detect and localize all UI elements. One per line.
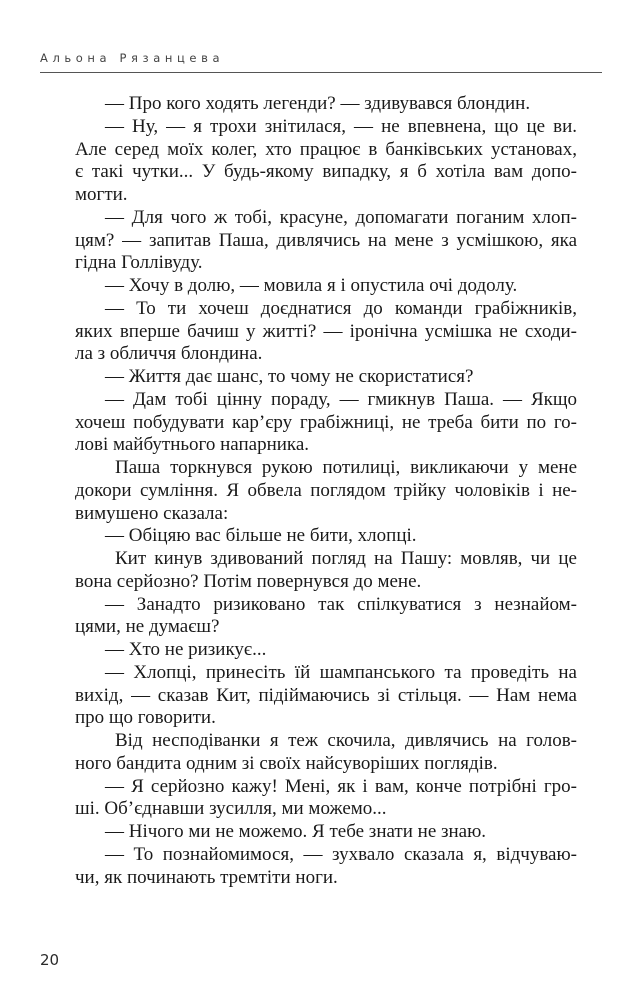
text-line: цям? — запитав Паша, дивлячись на мене з усмішкою, яка xyxy=(75,229,577,251)
text-line: вимушено сказала: xyxy=(75,502,229,524)
text-line: хочеш побудувати кар’єру грабіжниці, не треба бити по го- xyxy=(75,411,577,433)
text-line: — Хто не ризикує... xyxy=(105,639,267,660)
text-line: гідна Голлівуду. xyxy=(75,252,203,274)
text-line: — То познайомимося, — зухвало сказала я, відчуваю- xyxy=(105,843,577,865)
text-line: — Хочу в долю, — мовила я і опустила очі додолу. xyxy=(105,275,518,296)
text-line: Паша торкнувся рукою потилиці, викликаючи у мене xyxy=(115,457,577,478)
text-line: могти. xyxy=(75,184,128,205)
text-line: — Дам тобі цінну пораду, — гмикнув Паша. — Якщо xyxy=(105,388,577,410)
text-line: Кит кинув здивований погляд на Пашу: мовляв, чи це xyxy=(115,548,577,569)
text-line: цями, не думаєш? xyxy=(75,616,220,638)
text-line: лові майбутнього напарника. xyxy=(75,434,310,456)
text-line: — Я серйозно кажу! Мені, як і вам, конче потрібні гро- xyxy=(105,775,577,797)
text-line: Але серед моїх колег, хто працює в банківських установах, xyxy=(75,138,577,160)
body-text xyxy=(75,93,577,889)
header-rule xyxy=(40,72,602,73)
text-line: — Життя дає шанс, то чому не скористатися? xyxy=(105,366,474,387)
text-line: чи, як починають тремтіти ноги. xyxy=(75,866,338,888)
page-number: 20 xyxy=(40,951,60,969)
text-line: — Занадто ризиковано так спілкуватися з незнайом- xyxy=(105,593,577,615)
text-line: — Нічого ми не можемо. Я тебе знати не знаю. xyxy=(105,821,487,842)
text-line: — Про кого ходять легенди? — здивувався блондин. xyxy=(105,93,531,114)
text-line: вихід, — сказав Кит, підіймаючись зі стільця. — Нам нема xyxy=(75,684,577,706)
text-line: докори сумління. Я обвела поглядом трійку чоловіків і не- xyxy=(75,479,577,501)
text-line: ного бандита одним зі своїх найсуворіших поглядів. xyxy=(75,752,498,774)
text-line: — Ну, — я трохи знітилася, — не впевнена, що це ви. xyxy=(105,115,577,137)
text-line: ла з обличчя блондина. xyxy=(75,343,263,365)
text-line: — Для чого ж тобі, красуне, допомагати поганим хлоп- xyxy=(105,206,577,228)
text-line: — Обіцяю вас більше не бити, хлопці. xyxy=(105,525,417,547)
text-line: про що говорити. xyxy=(75,707,216,729)
running-head: Альона Рязанцева xyxy=(40,51,225,65)
text-line: Від несподіванки я теж скочила, дивлячись на голов- xyxy=(115,730,577,751)
text-line: — То ти хочеш доєднатися до команди грабіжників, xyxy=(105,297,577,319)
text-line: яких вперше бачиш у житті? — іронічна усмішка не сходи- xyxy=(75,320,577,342)
text-line: є такі чутки... У будь-якому випадку, я б хотіла вам допо- xyxy=(75,161,577,183)
text-line: — Хлопці, принесіть їй шампанського та проведіть на xyxy=(105,661,577,683)
text-line: вона серйозно? Потім повернувся до мене. xyxy=(75,570,422,592)
text-line: ші. Об’єднавши зусилля, ми можемо... xyxy=(75,798,387,820)
